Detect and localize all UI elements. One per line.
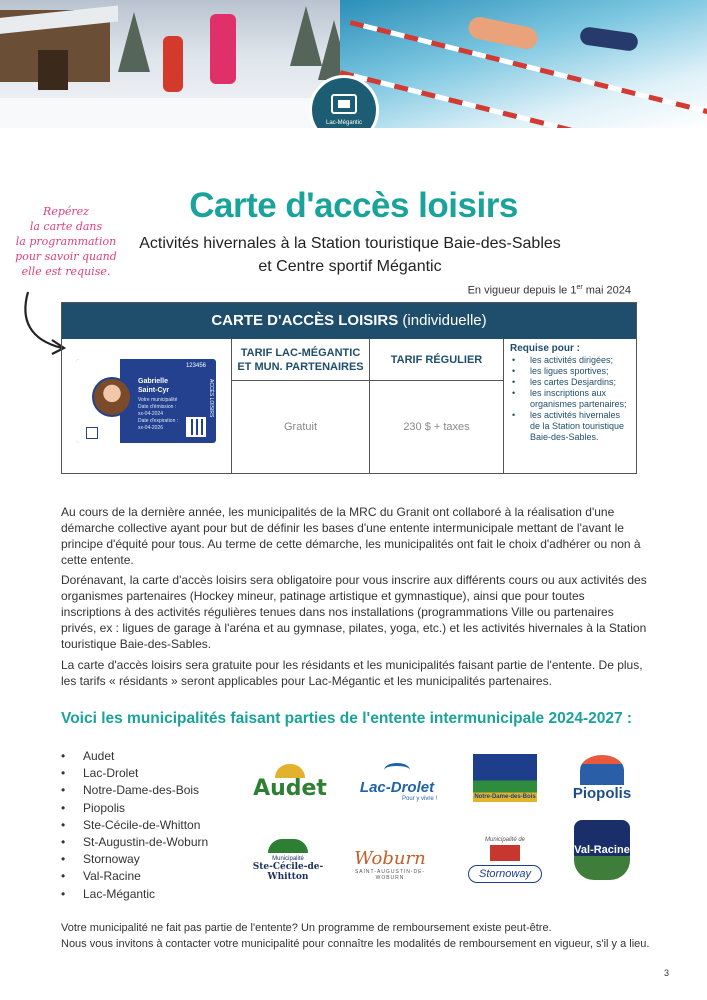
audet-logo-text: Audet — [253, 775, 327, 801]
side-note-line: Repérez — [43, 205, 89, 218]
swimmer-figure — [466, 15, 539, 51]
cabin-illustration — [0, 10, 110, 82]
regular-rate-column — [370, 339, 504, 473]
partner-rate-value: Gratuit — [283, 421, 317, 433]
card-expiration: Date d'expiration : xx-04-2026 — [138, 418, 179, 431]
list-item: • Piopolis — [61, 800, 208, 817]
woburn-logo — [345, 834, 435, 894]
requirement-item: • les cartes Desjardins; — [510, 377, 630, 388]
list-item: • St-Augustin-de-Woburn — [61, 834, 208, 851]
side-note-line: elle est requise. — [21, 265, 111, 278]
tree-icon — [118, 12, 150, 72]
list-item: • Lac-Mégantic — [61, 886, 208, 903]
city-logo-icon — [331, 94, 357, 114]
side-note-line: la programmation — [15, 235, 117, 248]
refund-note-line: Nous vous invitons à contacter votre municipalité pour connaître les modalités de remboursement en vigueur, s'il y a lieu. — [61, 938, 650, 950]
regular-rate-header: TARIF RÉGULIER — [370, 339, 503, 381]
ste-cecile-small-text: Municipalité — [272, 855, 304, 862]
refund-note — [61, 920, 661, 952]
requirement-item: • les inscriptions aux organismes partenaires; — [510, 388, 630, 410]
page-subtitle — [120, 232, 580, 278]
paragraph: La carte d'accès loisirs sera gratuite pour les résidants et les municipalités faisant partie de l'entente. De plus, les tarifs « résidants » seront applicables pour Lac-Mégantic et les municipalités partenaires. — [61, 658, 643, 688]
stornoway-logo-text: Stornoway — [468, 865, 542, 883]
card-holder-name: Gabrielle Saint-Cyr — [138, 378, 170, 394]
ski-photo — [0, 0, 363, 128]
subtitle-line: et Centre sportif Mégantic — [258, 258, 442, 275]
woburn-subtitle: SAINT-AUGUSTIN-DE-WOBURN — [354, 868, 426, 881]
lac-drolet-tagline: Pour y vivre ! — [401, 795, 437, 802]
barn-icon — [490, 845, 520, 861]
table-heading-bold: CARTE D'ACCÈS LOISIRS — [211, 312, 399, 329]
card-details — [138, 397, 184, 432]
municipalities-title: Voici les municipalités faisant parties de l'entente intermunicipale 2024-2027 : — [61, 710, 633, 727]
requirements-list — [504, 354, 636, 443]
requirements-title: Requise pour : — [510, 343, 581, 354]
list-item: • Stornoway — [61, 851, 208, 868]
page-number: 3 — [663, 968, 669, 978]
stornoway-top-text: Municipalité de — [484, 837, 526, 843]
cabin-roof — [0, 5, 118, 34]
stornoway-logo — [455, 830, 555, 890]
logo-text: Lac-Mégantic — [325, 120, 363, 126]
card-municipality: Votre municipalité — [138, 397, 178, 403]
cabin-door — [38, 50, 68, 90]
lac-drolet-logo-text: Lac-Drolet — [359, 778, 435, 796]
pool-photo — [340, 0, 707, 128]
lac-drolet-logo — [347, 752, 447, 812]
effective-date-suffix: mai 2024 — [582, 284, 631, 297]
card-emission: Date d'émission : xx-04-2024 — [138, 404, 177, 417]
regular-rate-value: 230 $ + taxes — [403, 421, 470, 433]
list-item: • Ste-Cécile-de-Whitton — [61, 817, 208, 834]
page-title: Carte d'accès loisirs — [189, 186, 518, 225]
ste-cecile-logo — [233, 830, 343, 890]
list-item: • Val-Racine — [61, 868, 208, 885]
effective-date-prefix: En vigueur depuis le 1 — [467, 284, 577, 297]
requirement-item: • les activités hivernales de la Station touristique Baie-des-Sables. — [510, 410, 630, 443]
partner-rate-column — [232, 339, 370, 473]
woburn-logo-text: Woburn — [354, 847, 426, 869]
piopolis-logo-text: Piopolis — [572, 784, 632, 802]
swimmer-figure — [579, 26, 639, 52]
val-racine-logo — [552, 820, 652, 880]
shield-icon — [574, 820, 630, 880]
subtitle-line: Activités hivernales à la Station touristique Baie-des-Sables — [139, 235, 561, 252]
qr-code-icon — [186, 417, 206, 437]
church-lake-icon — [580, 755, 624, 785]
card-logo-icon — [86, 427, 98, 439]
side-note-line: pour savoir quand — [15, 250, 117, 263]
pricing-table — [61, 302, 637, 474]
requirement-item: • les activités dirigées; — [510, 355, 630, 366]
audet-logo — [240, 752, 340, 812]
table-heading — [62, 303, 636, 339]
requirements-column — [504, 339, 636, 473]
header-banner — [0, 0, 707, 128]
skier-figure — [163, 36, 183, 92]
sample-access-card — [76, 359, 216, 443]
list-item: • Lac-Drolet — [61, 765, 208, 782]
partner-rate-header: TARIF LAC-MÉGANTIC ET MUN. PARTENAIRES — [232, 339, 369, 381]
list-item: • Audet — [61, 748, 208, 765]
ste-cecile-logo-text: Ste-Cécile-de-Whitton — [252, 861, 324, 882]
card-image-cell — [62, 339, 232, 473]
snow-ground — [0, 98, 363, 128]
effective-date-sup: er — [576, 284, 583, 291]
piopolis-logo — [552, 748, 652, 808]
mountain-icon — [268, 839, 308, 853]
effective-date — [468, 284, 631, 297]
side-note-line: la carte dans — [29, 220, 103, 233]
card-number: 123456 — [185, 363, 206, 369]
swoosh-icon — [384, 763, 410, 777]
ndb-logo-text: Notre-Dame-des-Bois — [474, 794, 536, 800]
requirement-item: • les ligues sportives; — [510, 366, 630, 377]
star-landscape-icon — [473, 754, 537, 802]
notre-dame-des-bois-logo — [455, 748, 555, 808]
paragraph: Au cours de la dernière année, les municipalités de la MRC du Granit ont collaboré à la réalisation d'une démarche collective ayant pour but de définir les bases d'une entente intermunicipale mettant de l'avant le principe d'équité pour tous. Au terme de cette démarche, les municipalités ont fait le choix d'adhérer ou non à cette entente. — [61, 505, 641, 567]
table-heading-normal: (individuelle) — [398, 312, 487, 329]
card-side-text: ACCÈS LOISIRS — [208, 379, 214, 418]
paragraph: Dorénavant, la carte d'accès loisirs sera obligatoire pour vous inscrire aux différents cours ou aux activités des organismes partenaires (Hockey mineur, patinage artistique et gymnastique), ainsi que pour toutes inscriptions à des activités régulières tenues dans nos installations (programmations Ville ou partenaires privés, ex : ligues de garage à l'aréna et au gymnase, pilates, yoga, etc.) et les activités hivernales à la Station touristique Baie-des-Sables. — [61, 573, 647, 651]
list-item: • Notre-Dame-des-Bois — [61, 782, 208, 799]
val-racine-logo-text: Val-Racine — [574, 844, 630, 856]
avatar — [92, 377, 132, 417]
refund-note-line: Votre municipalité ne fait pas partie de l'entente? Un programme de remboursement existe peut-être. — [61, 922, 552, 934]
skier-figure — [210, 14, 236, 84]
municipalities-list — [61, 748, 208, 903]
